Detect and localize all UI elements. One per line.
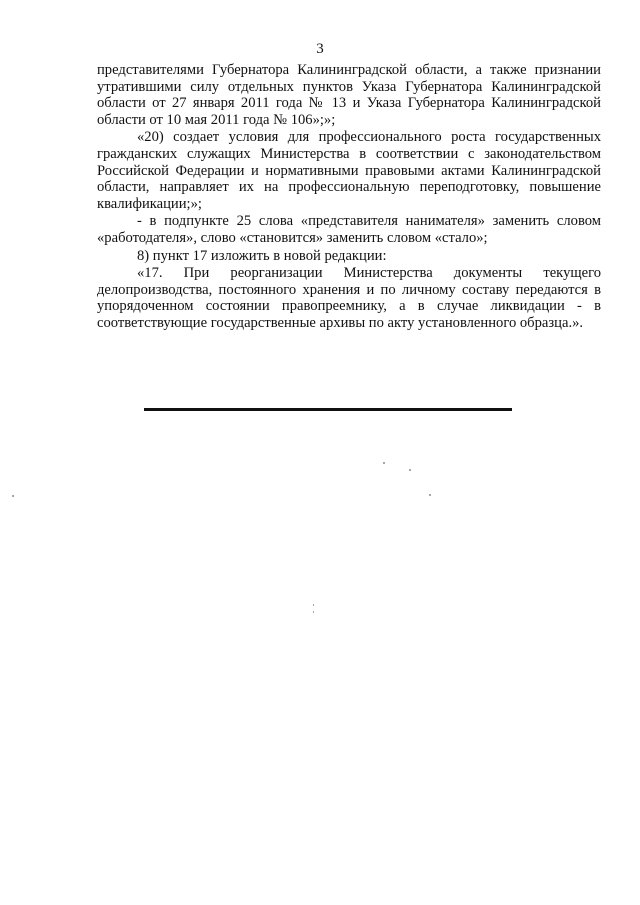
scan-speck — [313, 611, 314, 613]
page-number: 3 — [316, 41, 324, 57]
paragraph-subitem-25: - в подпункте 25 слова «представителя нанимателя» заменить словом «работодателя», слово «становится» заменить словом «стало»; — [97, 213, 601, 246]
scan-speck — [409, 469, 411, 471]
scan-speck — [12, 495, 14, 497]
paragraph-item-17: «17. При реорганизации Министерства документы текущего делопроизводства, постоянного хранения и по личному составу передаются в упорядоченном состоянии правопреемнику, а в случае ликвидации - в соответствующие государственные архивы по акту установленного образца.». — [97, 265, 601, 331]
end-of-document-rule — [144, 408, 512, 411]
document-body — [97, 62, 601, 332]
scan-speck — [429, 494, 431, 496]
scan-speck — [313, 604, 314, 606]
paragraph-item-20: «20) создает условия для профессионального роста государственных гражданских служащих Министерства в соответствии с законодательством Российской Федерации и нормативными правовыми актами Калининградской области, направляет их на профессиональную переподготовку, повышение квалификации;»; — [97, 129, 601, 212]
paragraph-item-8: 8) пункт 17 изложить в новой редакции: — [137, 247, 387, 264]
paragraph-continuation: представителями Губернатора Калининградской области, а также признании утратившими силу отдельных пунктов Указа Губернатора Калининградской области от 27 января 2011 года № 13 и Указа Губернатора Калининградской области от 10 мая 2011 года № 106»;»; — [97, 62, 601, 128]
scan-speck — [383, 462, 385, 464]
